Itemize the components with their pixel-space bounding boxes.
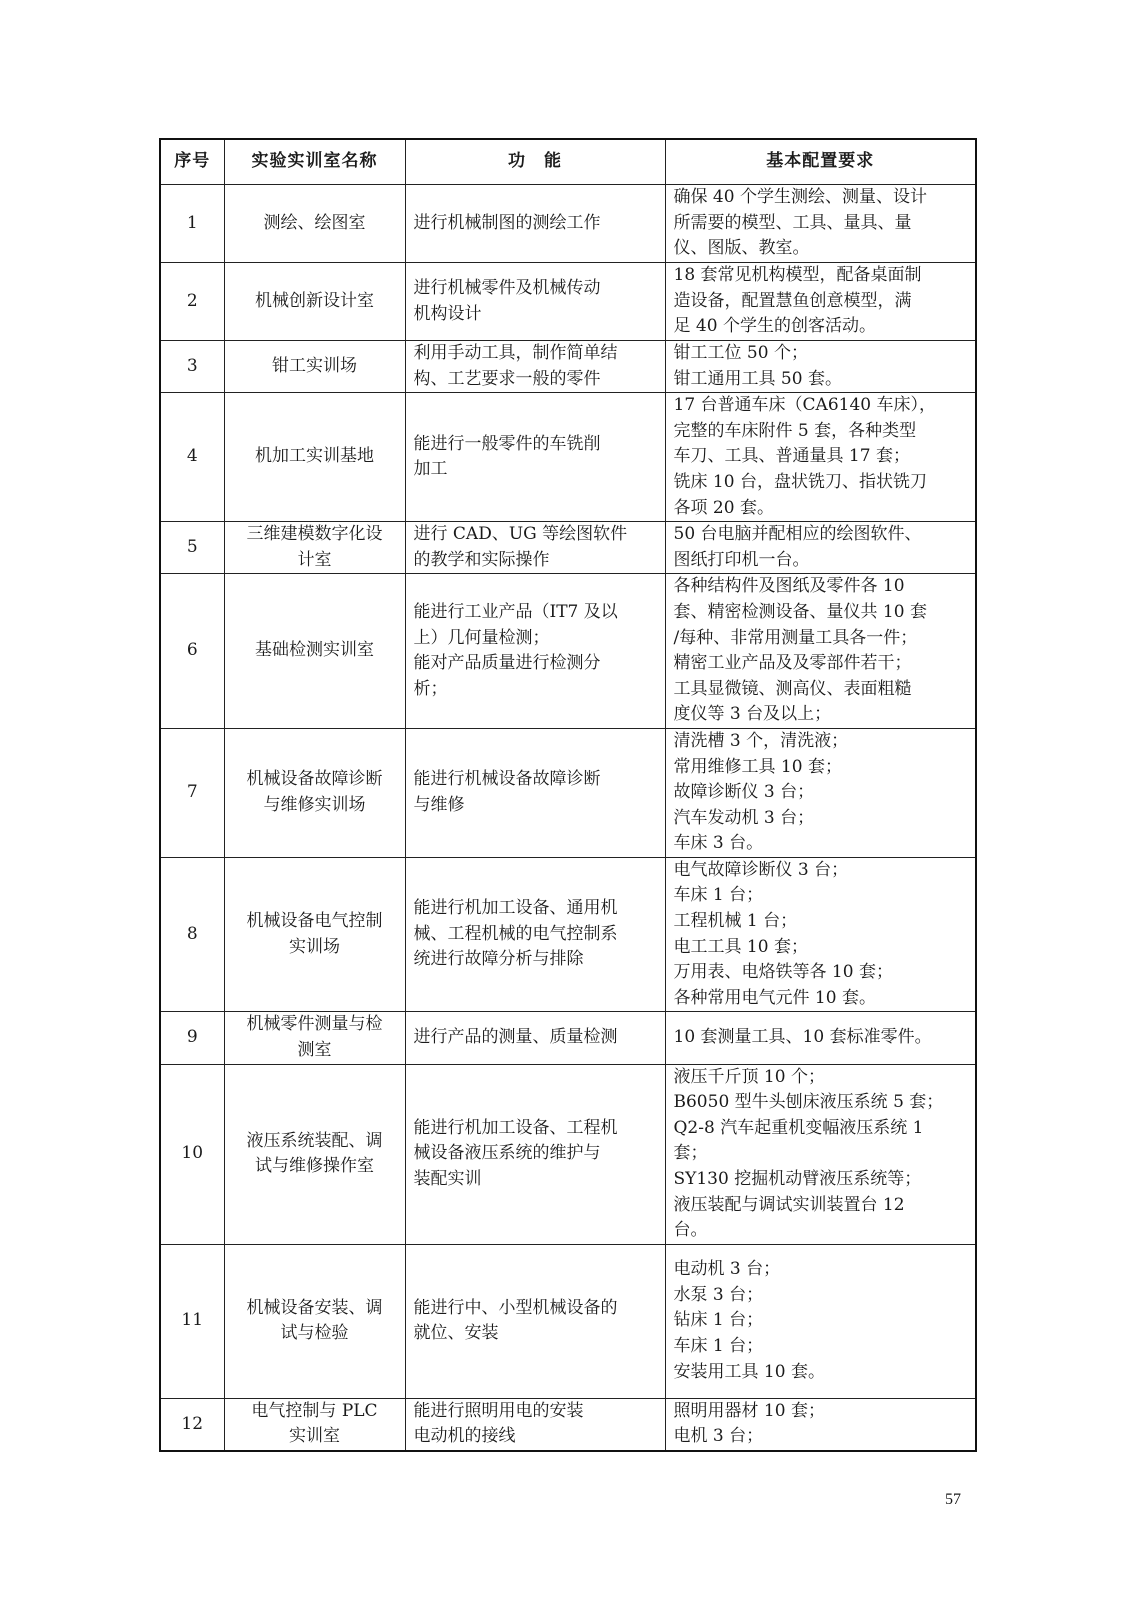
cell-text-line: 故障诊断仪 3 台； bbox=[673, 782, 815, 803]
lab-facilities-table bbox=[159, 138, 977, 1452]
cell-config-requirements bbox=[665, 341, 976, 393]
cell-text-line: 进行产品的测量、质量检测 bbox=[413, 1027, 618, 1048]
cell-lab-name bbox=[224, 728, 405, 857]
cell-text-line: 工具显微镜、测高仪、表面粗糙 bbox=[673, 678, 912, 699]
cell-text-line: 与维修实训场 bbox=[263, 794, 366, 815]
cell-function bbox=[405, 263, 665, 341]
cell-function bbox=[405, 393, 665, 522]
table-row bbox=[160, 1012, 976, 1064]
cell-serial-number: 6 bbox=[160, 574, 224, 729]
cell-text-line: 精密工业产品及及零部件若干； bbox=[673, 653, 912, 674]
cell-lab-name bbox=[224, 574, 405, 729]
cell-text-line: 装配实训 bbox=[413, 1169, 482, 1189]
cell-text-line: 液压系统装配、调 bbox=[246, 1130, 383, 1151]
cell-lab-name bbox=[224, 1244, 405, 1398]
table-row bbox=[160, 1064, 976, 1244]
cell-text-line: 能进行一般零件的车铣削 bbox=[413, 433, 601, 454]
cell-lab-name bbox=[224, 263, 405, 341]
cell-text-line: 械、工程机械的电气控制系 bbox=[413, 923, 618, 944]
cell-lab-name bbox=[224, 857, 405, 1012]
cell-function bbox=[405, 1064, 665, 1244]
header-lab-name: 实验实训室名称 bbox=[224, 139, 405, 185]
cell-config-requirements bbox=[665, 1064, 976, 1244]
cell-text-line: 就位、安装 bbox=[413, 1323, 499, 1344]
cell-text-line: 机械创新设计室 bbox=[255, 290, 374, 311]
cell-text-line: 能进行机械设备故障诊断 bbox=[413, 769, 601, 790]
cell-text-line: Q2-8 汽车起重机变幅液压系统 1 bbox=[673, 1117, 924, 1138]
cell-text-line: 电工工具 10 套； bbox=[673, 936, 808, 957]
cell-config-requirements bbox=[665, 574, 976, 729]
cell-text-line: 10 套测量工具、10 套标准零件。 bbox=[673, 1027, 932, 1048]
cell-config-requirements bbox=[665, 522, 976, 574]
cell-text-line: 统进行故障分析与排除 bbox=[413, 949, 584, 970]
cell-text-line: 车床 1 台； bbox=[673, 885, 764, 906]
cell-function bbox=[405, 185, 665, 263]
cell-text-line: B6050 型牛头刨床液压系统 5 套； bbox=[673, 1092, 944, 1113]
cell-text-line: 钳工实训场 bbox=[272, 355, 357, 376]
cell-text-line: 的教学和实际操作 bbox=[413, 549, 550, 570]
cell-text-line: 汽车发动机 3 台； bbox=[673, 807, 815, 828]
cell-text-line: 能进行工业产品（IT7 及以 bbox=[413, 601, 618, 622]
header-function: 功 能 bbox=[405, 139, 665, 185]
cell-text-line: 测室 bbox=[297, 1040, 332, 1061]
cell-text-line: 铣床 10 台，盘状铣刀、指状铣刀 bbox=[673, 471, 927, 492]
cell-lab-name bbox=[224, 522, 405, 574]
cell-text-line: 机械零件测量与检 bbox=[246, 1014, 383, 1035]
cell-config-requirements bbox=[665, 1398, 976, 1451]
cell-text-line: 万用表、电烙铁等各 10 套； bbox=[673, 962, 893, 983]
cell-lab-name bbox=[224, 185, 405, 263]
cell-function bbox=[405, 522, 665, 574]
cell-text-line: 钳工通用工具 50 套。 bbox=[673, 368, 842, 389]
cell-text-line: 仪、图版、教室。 bbox=[673, 238, 810, 259]
cell-text-line: 台。 bbox=[673, 1220, 708, 1241]
cell-config-requirements bbox=[665, 728, 976, 857]
cell-text-line: 进行机械零件及机械传动 bbox=[413, 277, 601, 298]
table-row bbox=[160, 1398, 976, 1451]
cell-serial-number: 2 bbox=[160, 263, 224, 341]
cell-text-line: 钳工工位 50 个； bbox=[673, 343, 808, 363]
cell-text-line: 电机 3 台； bbox=[673, 1426, 764, 1447]
page-number: 57 bbox=[945, 1491, 961, 1508]
cell-function bbox=[405, 574, 665, 729]
cell-text-line: 套； bbox=[673, 1143, 708, 1164]
cell-text-line: 各种常用电气元件 10 套。 bbox=[673, 987, 876, 1008]
cell-function bbox=[405, 728, 665, 857]
table-row bbox=[160, 1244, 976, 1398]
cell-text-line: 50 台电脑并配相应的绘图软件、 bbox=[673, 524, 922, 545]
cell-function bbox=[405, 1398, 665, 1451]
cell-text-line: 与维修 bbox=[413, 794, 465, 815]
cell-text-line: 能进行机加工设备、工程机 bbox=[413, 1117, 618, 1138]
cell-serial-number: 11 bbox=[160, 1244, 224, 1398]
cell-text-line: 实训场 bbox=[289, 936, 340, 957]
table-row bbox=[160, 857, 976, 1012]
cell-text-line: 机加工实训基地 bbox=[255, 446, 374, 467]
cell-text-line: 实训室 bbox=[289, 1426, 340, 1447]
cell-text-line: 能进行中、小型机械设备的 bbox=[413, 1297, 618, 1318]
cell-config-requirements bbox=[665, 185, 976, 263]
cell-text-line: 机构设计 bbox=[413, 303, 482, 324]
cell-text-line: 18 套常见机构模型，配备桌面制 bbox=[673, 265, 922, 286]
cell-text-line: 安装用工具 10 套。 bbox=[673, 1361, 825, 1382]
table-row bbox=[160, 341, 976, 393]
cell-text-line: 套、精密检测设备、量仪共 10 套 bbox=[673, 601, 927, 622]
cell-text-line: 水泵 3 台； bbox=[673, 1284, 764, 1305]
cell-text-line: 电气故障诊断仪 3 台； bbox=[673, 859, 849, 880]
cell-text-line: 度仪等 3 台及以上； bbox=[673, 704, 832, 725]
cell-text-line: 构、工艺要求一般的零件 bbox=[413, 368, 601, 389]
cell-text-line: 各种结构件及图纸及零件各 10 bbox=[673, 576, 905, 597]
table-row bbox=[160, 393, 976, 522]
cell-text-line: 计室 bbox=[297, 549, 332, 570]
cell-serial-number: 10 bbox=[160, 1064, 224, 1244]
header-config-requirements: 基本配置要求 bbox=[665, 139, 976, 185]
cell-text-line: 完整的车床附件 5 套，各种类型 bbox=[673, 420, 917, 441]
cell-text-line: 图纸打印机一台。 bbox=[673, 549, 810, 570]
cell-text-line: 能对产品质量进行检测分 bbox=[413, 653, 601, 674]
cell-text-line: 测绘、绘图室 bbox=[263, 212, 366, 233]
cell-serial-number: 4 bbox=[160, 393, 224, 522]
cell-function bbox=[405, 1244, 665, 1398]
cell-serial-number: 3 bbox=[160, 341, 224, 393]
header-serial-number: 序号 bbox=[160, 139, 224, 185]
cell-lab-name bbox=[224, 341, 405, 393]
cell-function bbox=[405, 857, 665, 1012]
cell-text-line: 试与维修操作室 bbox=[255, 1156, 374, 1177]
cell-config-requirements bbox=[665, 857, 976, 1012]
cell-text-line: 械设备液压系统的维护与 bbox=[413, 1143, 601, 1164]
cell-text-line: 常用维修工具 10 套； bbox=[673, 756, 842, 777]
cell-config-requirements bbox=[665, 263, 976, 341]
cell-config-requirements bbox=[665, 393, 976, 522]
cell-serial-number: 9 bbox=[160, 1012, 224, 1064]
cell-text-line: 机械设备安装、调 bbox=[246, 1297, 383, 1318]
cell-text-line: SY130 挖掘机动臂液压系统等； bbox=[673, 1169, 922, 1189]
cell-config-requirements bbox=[665, 1012, 976, 1064]
cell-text-line: 基础检测实训室 bbox=[255, 640, 374, 661]
cell-serial-number: 7 bbox=[160, 728, 224, 857]
cell-text-line: 能进行照明用电的安装 bbox=[413, 1400, 584, 1421]
cell-text-line: 清洗槽 3 个，清洗液； bbox=[673, 730, 849, 751]
cell-lab-name bbox=[224, 1012, 405, 1064]
cell-config-requirements bbox=[665, 1244, 976, 1398]
table-row bbox=[160, 263, 976, 341]
cell-serial-number: 8 bbox=[160, 857, 224, 1012]
cell-lab-name bbox=[224, 393, 405, 522]
cell-text-line: 电动机的接线 bbox=[413, 1426, 516, 1447]
cell-text-line: 三维建模数字化设 bbox=[246, 524, 383, 545]
cell-text-line: 加工 bbox=[413, 459, 448, 480]
cell-function bbox=[405, 1012, 665, 1064]
cell-text-line: 造设备，配置慧鱼创意模型，满 bbox=[673, 290, 912, 311]
cell-text-line: 各项 20 套。 bbox=[673, 497, 774, 518]
table-header-row bbox=[160, 139, 976, 185]
cell-text-line: 车床 1 台； bbox=[673, 1336, 764, 1357]
cell-lab-name bbox=[224, 1398, 405, 1451]
cell-text-line: 钻床 1 台； bbox=[673, 1310, 764, 1331]
table-row bbox=[160, 728, 976, 857]
cell-function bbox=[405, 341, 665, 393]
table-body bbox=[160, 185, 976, 1451]
cell-text-line: 电动机 3 台； bbox=[673, 1259, 781, 1280]
cell-serial-number: 12 bbox=[160, 1398, 224, 1451]
cell-text-line: 机械设备故障诊断 bbox=[246, 769, 383, 790]
cell-text-line: 液压装配与调试实训装置台 12 bbox=[673, 1194, 905, 1215]
cell-text-line: 车刀、工具、普通量具 17 套； bbox=[673, 446, 910, 467]
cell-text-line: 进行 CAD、UG 等绘图软件 bbox=[413, 524, 628, 545]
cell-text-line: 机械设备电气控制 bbox=[246, 911, 383, 932]
cell-text-line: 足 40 个学生的创客活动。 bbox=[673, 316, 876, 337]
cell-text-line: 车床 3 台。 bbox=[673, 833, 764, 854]
cell-serial-number: 5 bbox=[160, 522, 224, 574]
cell-text-line: 照明用器材 10 套； bbox=[673, 1400, 825, 1421]
cell-text-line: 利用手动工具，制作简单结 bbox=[413, 343, 618, 363]
cell-text-line: 确保 40 个学生测绘、测量、设计 bbox=[673, 187, 927, 208]
cell-text-line: 所需要的模型、工具、量具、量 bbox=[673, 212, 912, 233]
cell-text-line: 试与检验 bbox=[280, 1323, 349, 1344]
cell-text-line: 析； bbox=[413, 678, 448, 699]
cell-text-line: 液压千斤顶 10 个； bbox=[673, 1066, 825, 1087]
table-row bbox=[160, 522, 976, 574]
table-row bbox=[160, 574, 976, 729]
cell-lab-name bbox=[224, 1064, 405, 1244]
cell-text-line: 电气控制与 PLC bbox=[251, 1400, 378, 1421]
cell-serial-number: 1 bbox=[160, 185, 224, 263]
cell-text-line: 上）几何量检测； bbox=[413, 627, 550, 648]
cell-text-line: 能进行机加工设备、通用机 bbox=[413, 898, 618, 919]
cell-text-line: 进行机械制图的测绘工作 bbox=[413, 212, 601, 233]
table-row bbox=[160, 185, 976, 263]
cell-text-line: 工程机械 1 台； bbox=[673, 911, 798, 932]
cell-text-line: /每种、非常用测量工具各一件； bbox=[673, 627, 918, 648]
cell-text-line: 17 台普通车床（CA6140 车床）， bbox=[673, 395, 936, 416]
